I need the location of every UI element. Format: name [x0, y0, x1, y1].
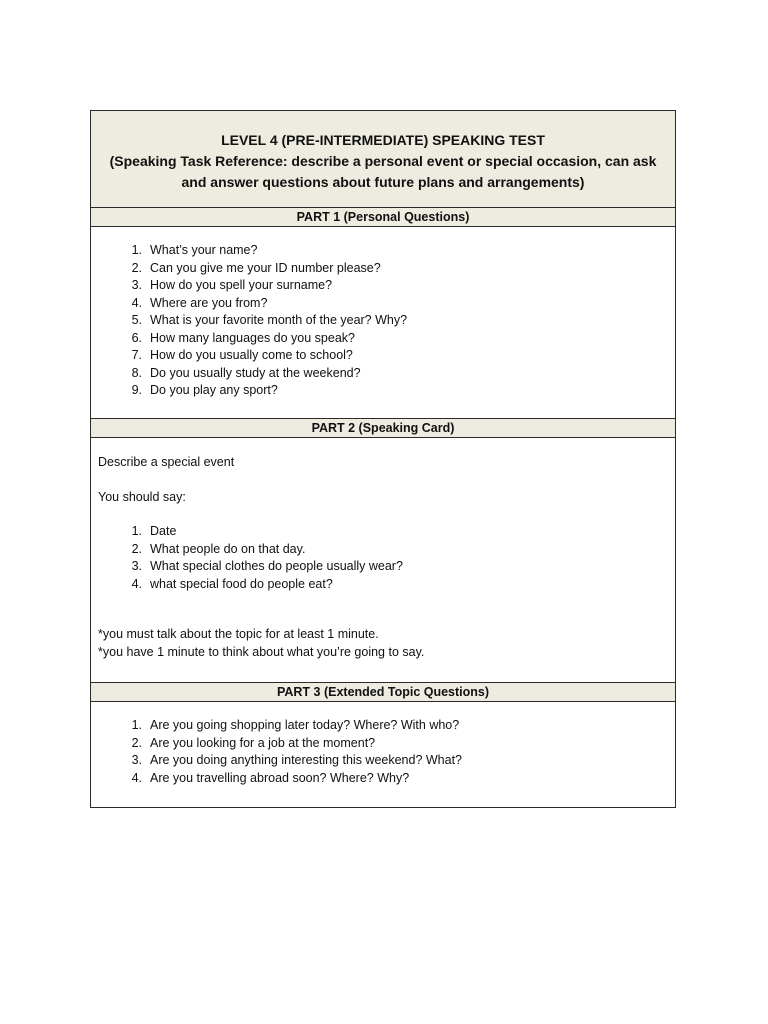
list-item: [91, 541, 675, 559]
question-text: Can you give me your ID number please?: [150, 260, 381, 275]
card-item-text: What people do on that day.: [150, 541, 306, 556]
list-item: [91, 382, 675, 400]
question-text: How many languages do you speak?: [150, 330, 355, 345]
question-text: Are you doing anything interesting this weekend? What?: [150, 753, 462, 767]
speaking-card-task: Describe a special event: [98, 455, 235, 469]
task-reference-line-2: and answer questions about future plans and arrangements): [181, 174, 585, 190]
item-number: 3.: [131, 559, 142, 573]
card-item-text: what special food do people eat?: [150, 576, 333, 591]
list-item: [91, 330, 675, 348]
item-number: 1.: [131, 524, 142, 538]
part1-body: [91, 227, 675, 418]
item-number: 7.: [131, 348, 142, 362]
card-item-text: What special clothes do people usually wear?: [150, 559, 403, 573]
task-reference-line-1: (Speaking Task Reference: describe a personal event or special occasion, can ask: [109, 153, 657, 169]
list-item: [91, 295, 675, 313]
list-item: [91, 752, 675, 770]
item-number: 5.: [131, 313, 142, 327]
list-item: [91, 523, 675, 541]
item-number: 4.: [131, 770, 142, 785]
speaking-test-sheet: [90, 110, 676, 808]
part1-question-list: [91, 242, 675, 400]
card-item-text: Date: [150, 524, 177, 538]
list-item: [91, 260, 675, 278]
item-number: 1.: [131, 718, 142, 732]
speaking-card-prompt: You should say:: [98, 489, 186, 504]
test-title: LEVEL 4 (PRE-INTERMEDIATE) SPEAKING TEST: [221, 132, 545, 148]
question-text: What is your favorite month of the year? Why?: [150, 313, 408, 327]
list-item: [91, 312, 675, 330]
item-number: 3.: [131, 753, 142, 767]
list-item: [91, 717, 675, 735]
title-block: [91, 111, 675, 208]
item-number: 2.: [131, 260, 142, 275]
question-text: How do you spell your surname?: [150, 278, 333, 292]
part2-heading: PART 2 (Speaking Card): [91, 418, 675, 438]
list-item: [91, 770, 675, 788]
item-number: 9.: [131, 383, 142, 397]
question-text: Are you going shopping later today? Where? With who?: [150, 718, 460, 732]
item-number: 8.: [131, 365, 142, 380]
instruction-note: *you have 1 minute to think about what you’re going to say.: [98, 644, 425, 659]
part1-heading: PART 1 (Personal Questions): [91, 208, 675, 227]
part3-heading: PART 3 (Extended Topic Questions): [91, 682, 675, 702]
item-number: 4.: [131, 576, 142, 591]
question-text: Where are you from?: [150, 295, 268, 310]
list-item: [91, 735, 675, 753]
list-item: [91, 558, 675, 576]
item-number: 1.: [131, 243, 142, 257]
question-text: How do you usually come to school?: [150, 348, 353, 362]
part3-question-list: [91, 717, 675, 787]
question-text: Do you play any sport?: [150, 383, 278, 397]
list-item: [91, 242, 675, 260]
item-number: 2.: [131, 541, 142, 556]
list-item: [91, 365, 675, 383]
list-item: [91, 347, 675, 365]
list-item: [91, 576, 675, 594]
speaking-card-list: [91, 523, 675, 593]
item-number: 4.: [131, 295, 142, 310]
item-number: 2.: [131, 735, 142, 750]
part2-body: [91, 438, 675, 682]
question-text: Are you travelling abroad soon? Where? Why?: [150, 770, 410, 785]
item-number: 3.: [131, 278, 142, 292]
list-item: [91, 277, 675, 295]
item-number: 6.: [131, 330, 142, 345]
question-text: Are you looking for a job at the moment?: [150, 735, 376, 750]
part3-body: [91, 702, 675, 807]
question-text: Do you usually study at the weekend?: [150, 365, 361, 380]
instruction-note: *you must talk about the topic for at least 1 minute.: [98, 627, 379, 641]
question-text: What’s your name?: [150, 243, 258, 257]
